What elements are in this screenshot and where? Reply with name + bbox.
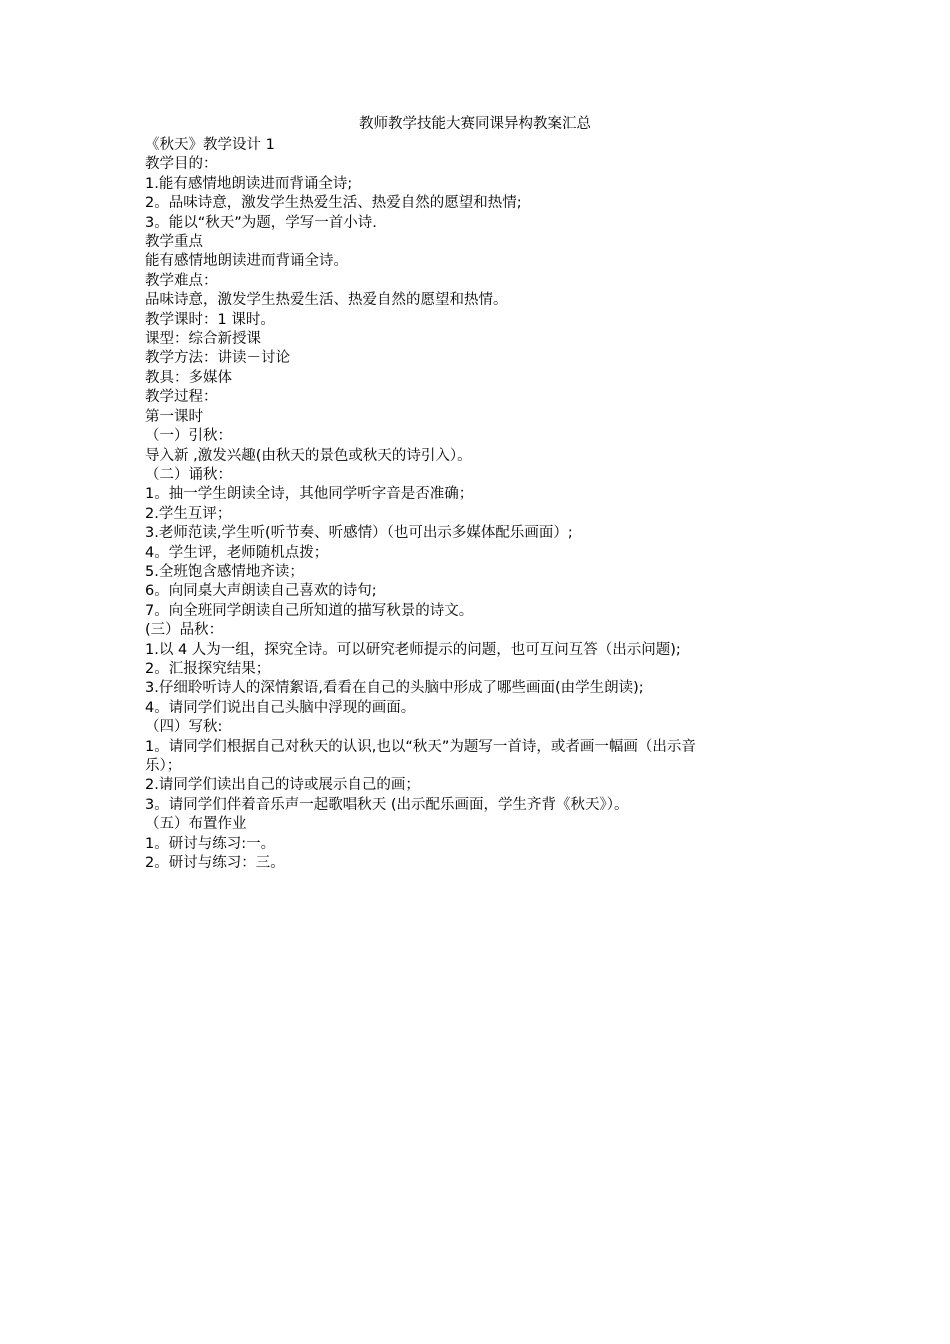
document-line: 《秋天》教学设计 1	[145, 137, 275, 153]
document-line: 品味诗意，激发学生热爱生活、热爱自然的愿望和热情。	[145, 292, 508, 309]
document-line: 2.学生互评；	[145, 505, 232, 522]
document-line: 2。品味诗意，激发学生热爱生活、热爱自然的愿望和热情;	[145, 195, 522, 212]
document-line: 教学目的：	[145, 156, 218, 173]
document-line: 3。能以“秋天”为题，学写一首小诗.	[145, 214, 377, 231]
document-line: 2.请同学们读出自己的诗或展示自己的画；	[145, 777, 420, 794]
document-line: 1。请同学们根据自己对秋天的认识,也以“秋天”为题写一首诗，或者画一幅画（出示音	[145, 738, 696, 755]
document-body	[145, 136, 825, 873]
document-line: 7。向全班同学朗读自己所知道的描写秋景的诗文。	[145, 602, 474, 619]
document-line: 教学难点：	[145, 272, 218, 289]
document-line: （二）诵秋：	[145, 466, 232, 483]
document-line: (三）品秋：	[145, 622, 224, 639]
document-line: 4。学生评，老师随机点拨；	[145, 544, 329, 561]
document-line: 6。向同桌大声朗读自己喜欢的诗句;	[145, 583, 377, 600]
document-line: 教学课时：1 课时。	[145, 311, 275, 328]
document-line: 5.全班饱含感情地齐读；	[145, 563, 304, 580]
document-line: （四）写秋:	[145, 719, 223, 736]
document-line: 3.老师范读,学生听(听节奏、听感情）（也可出示多媒体配乐画面）;	[145, 525, 573, 542]
document-line: 课型：综合新授课	[145, 331, 261, 348]
document-line: 1。抽一学生朗读全诗，其他同学听字音是否准确；	[145, 486, 474, 503]
document-line: 2。研讨与练习：三。	[145, 855, 285, 872]
document-line: 2。汇报探究结果；	[145, 660, 271, 677]
document-line: 乐）；	[145, 758, 182, 774]
document-line: 3。请同学们伴着音乐声一起歌唱秋天 (出示配乐画面，学生齐背《秋天》）。	[145, 796, 629, 813]
document-line: 教学重点	[145, 234, 203, 251]
document-line: 能有感情地朗读进而背诵全诗。	[145, 253, 348, 270]
document-line: 教具：多媒体	[145, 369, 232, 386]
document-line: 教学过程：	[145, 389, 218, 406]
document-line: 1。研讨与练习:一。	[145, 835, 276, 852]
document-line: 3.仔细聆听诗人的深情絮语,看看在自己的头脑中形成了哪些画面(由学生朗读);	[145, 680, 644, 697]
document-line: 4。请同学们说出自己头脑中浮现的画面。	[145, 699, 416, 716]
document-line: 1.能有感情地朗读进而背诵全诗;	[145, 175, 353, 192]
document-line: 导入新 ,激发兴趣(由秋天的景色或秋天的诗引入）。	[145, 447, 472, 464]
document-line: （一）引秋：	[145, 428, 232, 445]
document-title: 教师教学技能大赛同课异构教案汇总	[359, 116, 591, 132]
document-line: 1.以 4 人为一组，探究全诗。可以研究老师提示的问题，也可互问互答（出示问题);	[145, 641, 681, 658]
document-line: 教学方法：讲读－讨论	[145, 350, 290, 367]
document-line: （五）布置作业	[145, 816, 247, 833]
document-line: 第一课时	[145, 408, 203, 425]
